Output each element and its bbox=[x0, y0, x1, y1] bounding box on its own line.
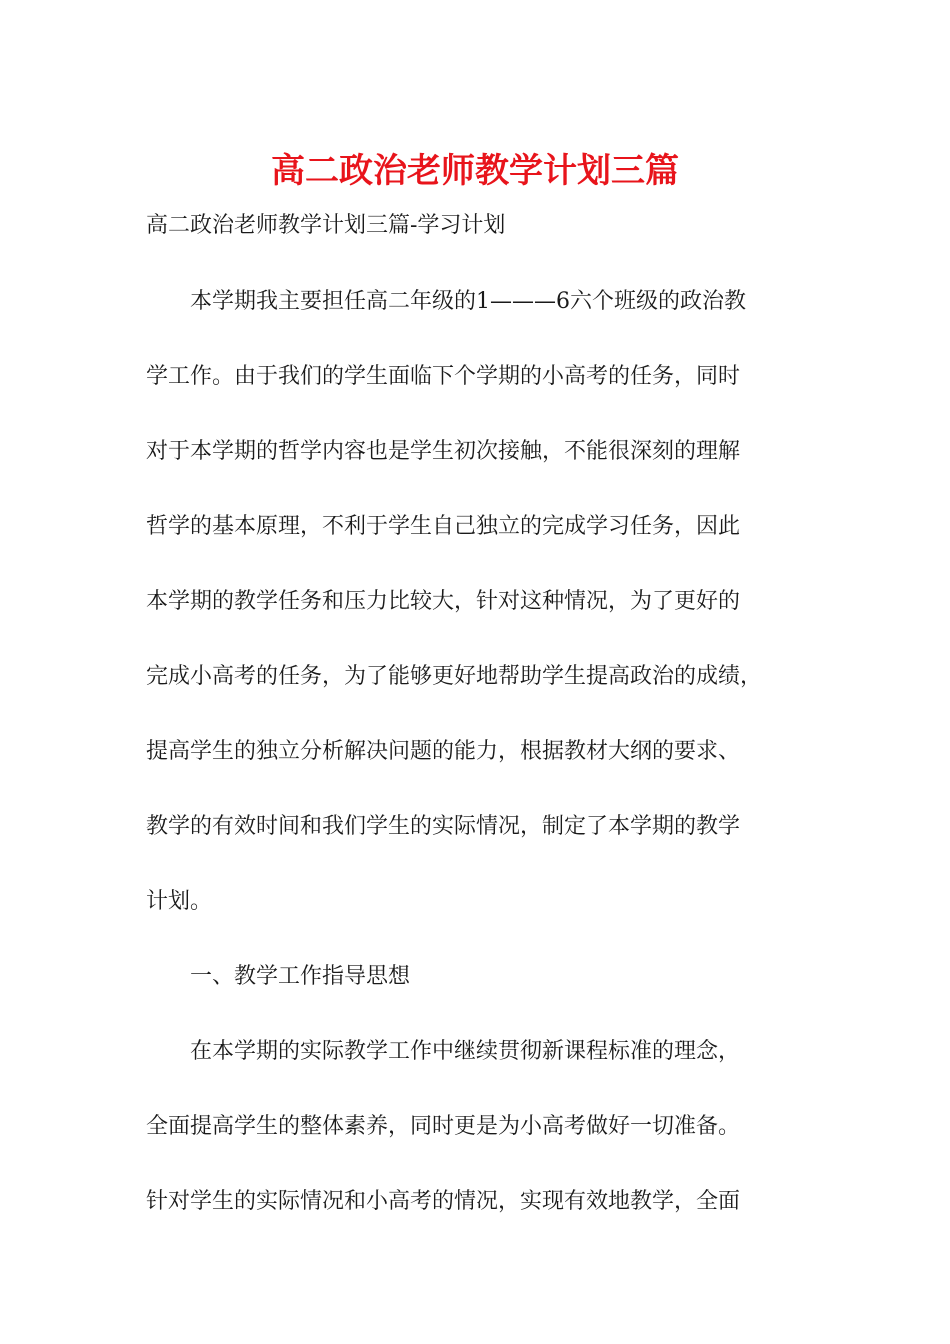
paragraph-line: 哲学的基本原理，不利于学生自己独立的完成学习任务，因此 bbox=[146, 514, 741, 539]
paragraph-line: 完成小高考的任务，为了能够更好地帮助学生提高政治的成绩， bbox=[146, 664, 763, 689]
paragraph-line: 针对学生的实际情况和小高考的情况，实现有效地教学，全面 bbox=[146, 1189, 741, 1214]
paragraph-line: 计划。 bbox=[146, 889, 213, 914]
document-title: 高二政治老师教学计划三篇 bbox=[271, 151, 679, 191]
paragraph-line: 教学的有效时间和我们学生的实际情况，制定了本学期的教学 bbox=[146, 814, 741, 839]
paragraph-line: 全面提高学生的整体素养，同时更是为小高考做好一切准备。 bbox=[146, 1114, 741, 1139]
paragraph-line: 学工作。由于我们的学生面临下个学期的小高考的任务，同时 bbox=[146, 364, 741, 389]
paragraph-line: 对于本学期的哲学内容也是学生初次接触，不能很深刻的理解 bbox=[146, 439, 741, 464]
document-subtitle: 高二政治老师教学计划三篇-学习计划 bbox=[146, 213, 506, 238]
paragraph-line: 本学期我主要担任高二年级的1———6六个班级的政治教 bbox=[146, 289, 746, 314]
paragraph-line: 在本学期的实际教学工作中继续贯彻新课程标准的理念， bbox=[146, 1039, 741, 1064]
paragraph-line: 本学期的教学任务和压力比较大，针对这种情况，为了更好的 bbox=[146, 589, 741, 614]
paragraph-line: 提高学生的独立分析解决问题的能力，根据教材大纲的要求、 bbox=[146, 739, 741, 764]
section-heading: 一、教学工作指导思想 bbox=[146, 964, 411, 989]
